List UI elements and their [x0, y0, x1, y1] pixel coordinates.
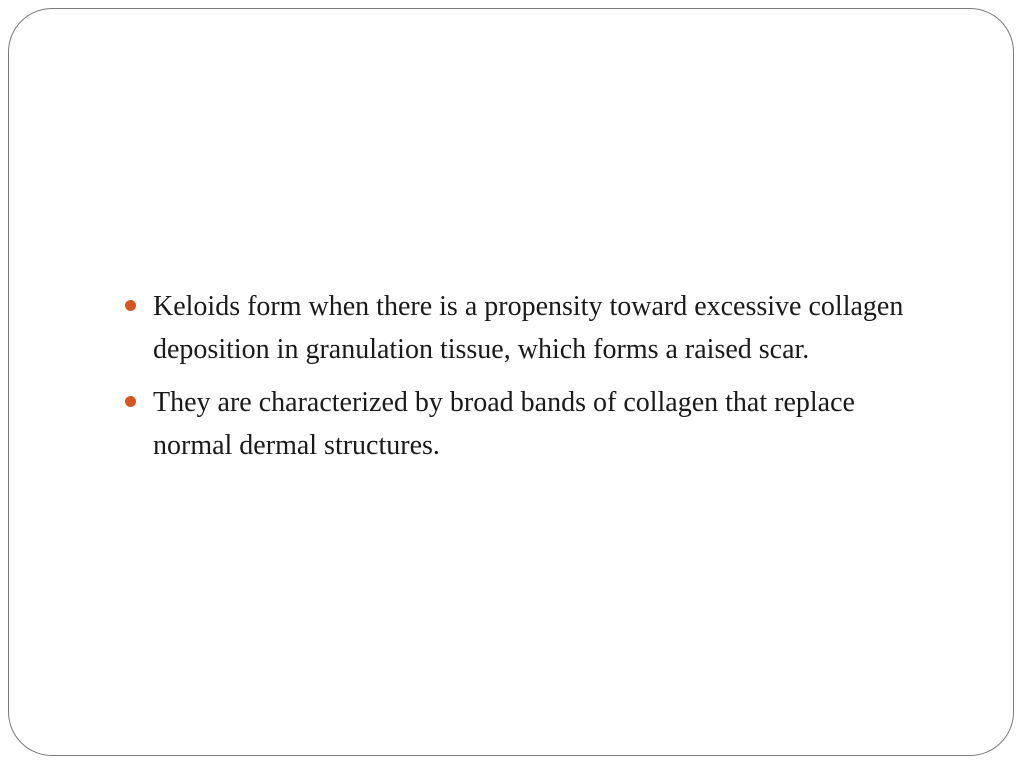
slide-frame [8, 8, 1014, 756]
bullet-text-1: Keloids form when there is a propensity toward excessive collagen deposition in granulation tissue, which forms a raised scar. [153, 291, 904, 365]
bullet-item-1 [125, 285, 925, 371]
bullet-dot-icon [125, 300, 136, 311]
bullet-text-2: They are characterized by broad bands of collagen that replace normal dermal structures. [153, 387, 855, 461]
bullet-list [125, 285, 925, 477]
bullet-dot-icon [125, 396, 136, 407]
bullet-item-2 [125, 381, 925, 467]
